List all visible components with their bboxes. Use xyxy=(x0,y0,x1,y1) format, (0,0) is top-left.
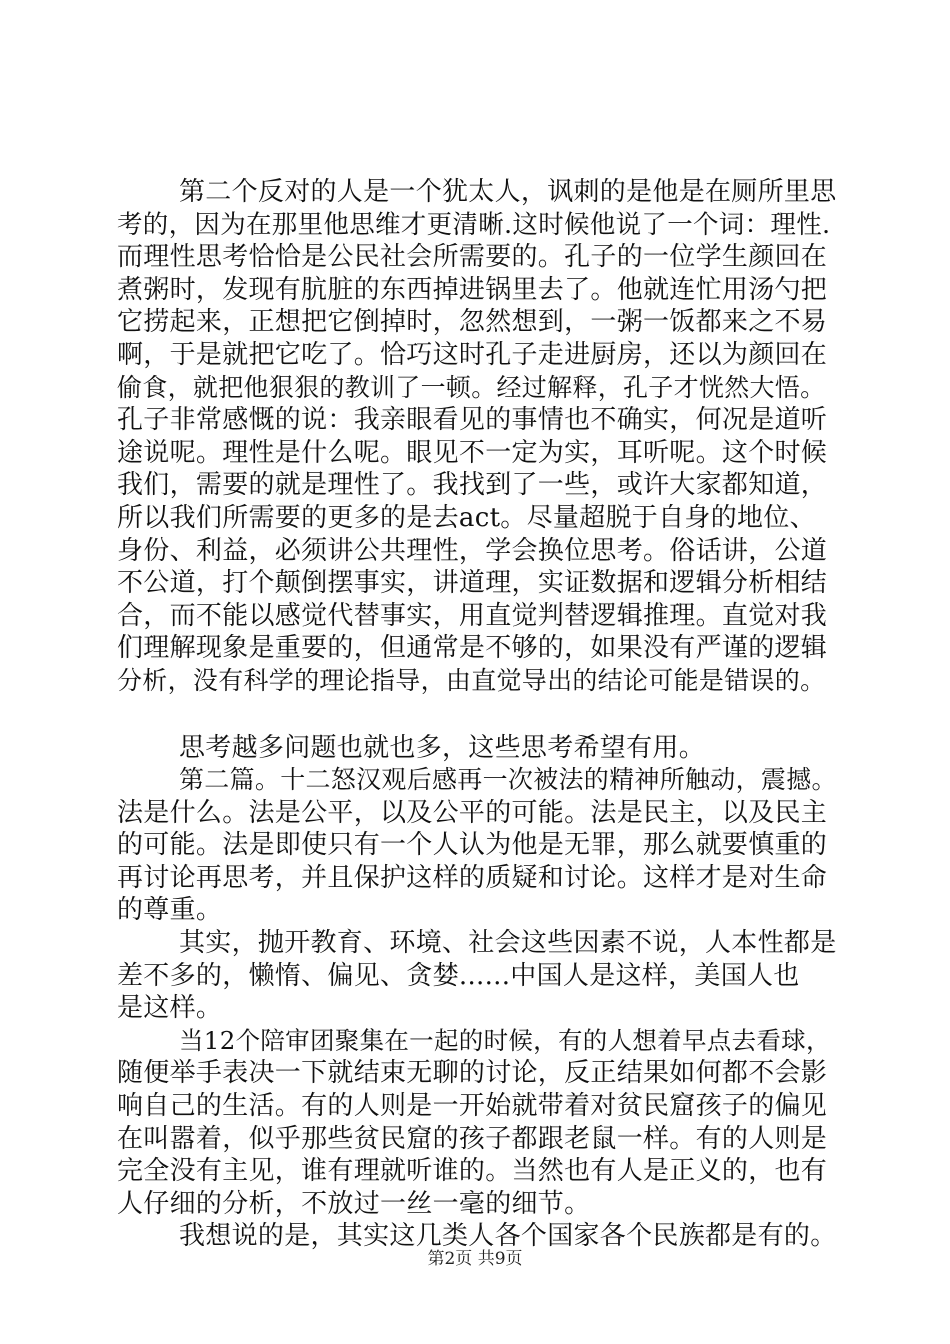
text-line: 所以我们所需要的更多的是去act。尽量超脱于自身的地位、 xyxy=(117,502,816,533)
text-line: 孔子非常感慨的说：我亲眼看见的事情也不确实，何况是道听 xyxy=(117,405,828,436)
text-line: 考的，因为在那里他思维才更清晰.这时候他说了一个词：理性. xyxy=(117,209,831,240)
text-line: 的可能。法是即使只有一个人认为他是无罪，那么就要慎重的 xyxy=(117,830,828,861)
text-line: 法是什么。法是公平，以及公平的可能。法是民主，以及民主 xyxy=(117,797,828,828)
text-line: 在叫嚣着，似乎那些贫民窟的孩子都跟老鼠一样。有的人则是 xyxy=(117,1123,828,1154)
text-line: 偷食，就把他狠狠的教训了一顿。经过解释，孔子才恍然大悟。 xyxy=(117,372,826,402)
text-line: 当12个陪审团聚集在一起的时候，有的人想着早点去看球， xyxy=(179,1025,831,1055)
text-line: 身份、利益，必须讲公共理性，学会换位思考。俗话讲，公道 xyxy=(117,535,828,566)
text-line: 分析，没有科学的理论指导，由直觉导出的结论可能是错误的。 xyxy=(117,665,826,695)
text-line: 再讨论再思考，并且保护这样的质疑和讨论。这样才是对生命 xyxy=(117,862,828,893)
page-number-label: 第2页 共9页 xyxy=(427,1249,523,1269)
text-line: 思考越多问题也就也多，这些思考希望有用。 xyxy=(179,732,706,763)
text-line: 完全没有主见，谁有理就听谁的。当然也有人是正义的，也有 xyxy=(117,1156,828,1187)
text-line: 第二个反对的人是一个犹太人，讽刺的是他是在厕所里思 xyxy=(179,177,837,207)
text-line: 人仔细的分析，不放过一丝一毫的细节。 xyxy=(117,1188,591,1219)
text-line: 不公道，打个颠倒摆事实，讲道理，实证数据和逻辑分析相结 xyxy=(117,568,828,599)
paragraph-gap xyxy=(117,698,837,732)
text-line: 煮粥时，发现有肮脏的东西掉进锅里去了。他就连忙用汤勺把 xyxy=(117,274,828,305)
text-line: 我们，需要的就是理性了。我找到了一些，或许大家都知道， xyxy=(117,470,828,501)
text-line: 第二篇。十二怒汉观后感再一次被法的精神所触动，震撼。 xyxy=(179,765,837,795)
text-line: 其实，抛开教育、环境、社会这些因素不说，人本性都是 xyxy=(179,928,837,959)
text-line: 差不多的，懒惰、偏见、贪婪......中国人是这样，美国人也 xyxy=(117,960,800,991)
body-text xyxy=(117,176,837,1253)
text-line: 而理性思考恰恰是公民社会所需要的。孔子的一位学生颜回在 xyxy=(117,242,828,273)
page-footer xyxy=(0,1247,950,1271)
text-line: 它捞起来，正想把它倒掉时，忽然想到，一粥一饭都来之不易 xyxy=(117,307,828,338)
text-line: 随便举手表决一下就结束无聊的讨论，反正结果如何都不会影 xyxy=(117,1058,828,1089)
text-line: 们理解现象是重要的，但通常是不够的，如果没有严谨的逻辑 xyxy=(117,633,828,664)
text-line: 的尊重。 xyxy=(117,895,223,926)
text-line: 途说呢。理性是什么呢。眼见不一定为实，耳听呢。这个时候 xyxy=(117,437,828,468)
text-line: 合，而不能以感觉代替事实，用直觉判替逻辑推理。直觉对我 xyxy=(117,600,828,631)
text-line: 响自己的生活。有的人则是一开始就带着对贫民窟孩子的偏见 xyxy=(117,1091,828,1122)
text-line: 我想说的是，其实这几类人各个国家各个民族都是有的。 xyxy=(179,1221,837,1252)
text-line: 是这样。 xyxy=(117,993,223,1024)
text-line: 啊，于是就把它吃了。恰巧这时孔子走进厨房，还以为颜回在 xyxy=(117,339,828,370)
